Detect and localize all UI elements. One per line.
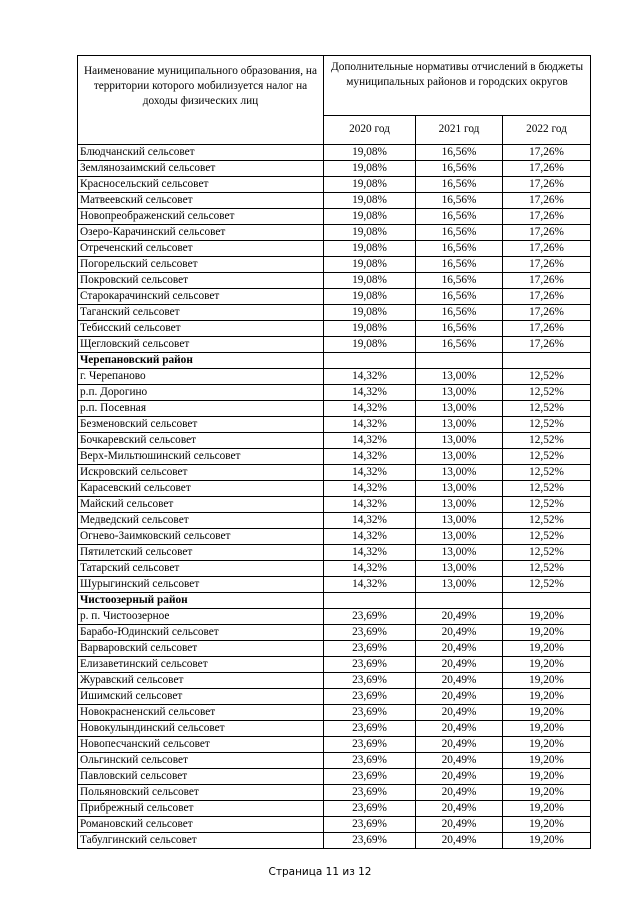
rate-2021: 13,00% xyxy=(416,385,503,401)
table-row xyxy=(78,833,591,849)
rate-2022 xyxy=(503,593,591,609)
table-row xyxy=(78,801,591,817)
table-row xyxy=(78,529,591,545)
rate-2020: 23,69% xyxy=(324,769,416,785)
rate-2021: 16,56% xyxy=(416,193,503,209)
table-row xyxy=(78,273,591,289)
table-row xyxy=(78,465,591,481)
table-row xyxy=(78,753,591,769)
rate-2020: 14,32% xyxy=(324,545,416,561)
rate-2020: 23,69% xyxy=(324,801,416,817)
rate-2021: 20,49% xyxy=(416,609,503,625)
table-row xyxy=(78,385,591,401)
rate-2021: 13,00% xyxy=(416,577,503,593)
rate-2020 xyxy=(324,593,416,609)
rate-2020: 19,08% xyxy=(324,337,416,353)
rate-2020: 14,32% xyxy=(324,465,416,481)
table-row xyxy=(78,721,591,737)
municipality-name: Новокрасненский сельсовет xyxy=(78,705,324,721)
rate-2020: 19,08% xyxy=(324,241,416,257)
rate-2022: 12,52% xyxy=(503,561,591,577)
header-additional-norms: Дополнительные нормативы отчислений в бюджеты муниципальных районов и городских округов xyxy=(324,56,591,116)
municipality-name: Погорельский сельсовет xyxy=(78,257,324,273)
rate-2020: 14,32% xyxy=(324,433,416,449)
rate-2020: 23,69% xyxy=(324,721,416,737)
rate-2020: 23,69% xyxy=(324,657,416,673)
table-row xyxy=(78,641,591,657)
rate-2021: 16,56% xyxy=(416,337,503,353)
rate-2021 xyxy=(416,593,503,609)
rate-2021: 16,56% xyxy=(416,145,503,161)
rate-2022: 19,20% xyxy=(503,673,591,689)
municipality-name: Новокулындинский сельсовет xyxy=(78,721,324,737)
section-row xyxy=(78,593,591,609)
rate-2021: 20,49% xyxy=(416,625,503,641)
rate-2021: 13,00% xyxy=(416,529,503,545)
rate-2020: 23,69% xyxy=(324,641,416,657)
municipality-name: Шурыгинский сельсовет xyxy=(78,577,324,593)
rate-2020: 14,32% xyxy=(324,513,416,529)
rate-2021: 13,00% xyxy=(416,369,503,385)
rate-2020: 19,08% xyxy=(324,209,416,225)
allocation-table xyxy=(77,55,591,849)
table-row xyxy=(78,817,591,833)
rate-2022: 12,52% xyxy=(503,385,591,401)
municipality-name: Барабо-Юдинский сельсовет xyxy=(78,625,324,641)
rate-2021: 13,00% xyxy=(416,545,503,561)
rate-2021: 13,00% xyxy=(416,561,503,577)
rate-2022: 17,26% xyxy=(503,161,591,177)
rate-2022: 19,20% xyxy=(503,753,591,769)
rate-2020: 23,69% xyxy=(324,689,416,705)
rate-2020 xyxy=(324,353,416,369)
rate-2022: 12,52% xyxy=(503,481,591,497)
table-row xyxy=(78,401,591,417)
rate-2021: 20,49% xyxy=(416,753,503,769)
municipality-name: р.п. Посевная xyxy=(78,401,324,417)
table-row xyxy=(78,785,591,801)
municipality-name: Ольгинский сельсовет xyxy=(78,753,324,769)
municipality-name: Верх-Мильтюшинский сельсовет xyxy=(78,449,324,465)
table-row xyxy=(78,625,591,641)
table-row xyxy=(78,225,591,241)
rate-2022: 12,52% xyxy=(503,577,591,593)
rate-2020: 23,69% xyxy=(324,817,416,833)
rate-2020: 14,32% xyxy=(324,577,416,593)
table-row xyxy=(78,513,591,529)
rate-2021: 16,56% xyxy=(416,289,503,305)
rate-2020: 19,08% xyxy=(324,177,416,193)
table-row xyxy=(78,737,591,753)
rate-2022: 19,20% xyxy=(503,833,591,849)
rate-2022: 12,52% xyxy=(503,433,591,449)
rate-2022: 19,20% xyxy=(503,689,591,705)
municipality-name: Матвеевский сельсовет xyxy=(78,193,324,209)
rate-2021: 20,49% xyxy=(416,817,503,833)
rate-2020: 19,08% xyxy=(324,145,416,161)
rate-2020: 23,69% xyxy=(324,737,416,753)
rate-2021: 20,49% xyxy=(416,673,503,689)
rate-2022: 17,26% xyxy=(503,209,591,225)
rate-2022: 17,26% xyxy=(503,177,591,193)
header-year-2020: 2020 год xyxy=(324,115,416,144)
rate-2022: 19,20% xyxy=(503,737,591,753)
rate-2022: 19,20% xyxy=(503,769,591,785)
rate-2020: 23,69% xyxy=(324,833,416,849)
rate-2021: 20,49% xyxy=(416,657,503,673)
municipality-name: Польяновский сельсовет xyxy=(78,785,324,801)
rate-2022: 12,52% xyxy=(503,465,591,481)
rate-2020: 19,08% xyxy=(324,161,416,177)
rate-2020: 23,69% xyxy=(324,673,416,689)
municipality-name: Романовский сельсовет xyxy=(78,817,324,833)
rate-2020: 14,32% xyxy=(324,529,416,545)
rate-2021: 20,49% xyxy=(416,641,503,657)
municipality-name: Огнево-Заимковский сельсовет xyxy=(78,529,324,545)
rate-2021: 20,49% xyxy=(416,721,503,737)
rate-2021: 16,56% xyxy=(416,161,503,177)
municipality-name: Медведский сельсовет xyxy=(78,513,324,529)
rate-2020: 14,32% xyxy=(324,481,416,497)
rate-2022: 19,20% xyxy=(503,785,591,801)
municipality-name: Карасевский сельсовет xyxy=(78,481,324,497)
rate-2022: 12,52% xyxy=(503,449,591,465)
table-row xyxy=(78,369,591,385)
rate-2022: 17,26% xyxy=(503,225,591,241)
rate-2022 xyxy=(503,353,591,369)
rate-2020: 19,08% xyxy=(324,305,416,321)
rate-2022: 17,26% xyxy=(503,337,591,353)
municipality-name: Ишимский сельсовет xyxy=(78,689,324,705)
municipality-name: Озеро-Карачинский сельсовет xyxy=(78,225,324,241)
table-row xyxy=(78,417,591,433)
rate-2022: 12,52% xyxy=(503,417,591,433)
rate-2021: 16,56% xyxy=(416,305,503,321)
rate-2021: 16,56% xyxy=(416,321,503,337)
rate-2021: 13,00% xyxy=(416,433,503,449)
municipality-name: р.п. Дорогино xyxy=(78,385,324,401)
municipality-name: Землянозаимский сельсовет xyxy=(78,161,324,177)
rate-2020: 19,08% xyxy=(324,289,416,305)
rate-2022: 19,20% xyxy=(503,721,591,737)
municipality-name: Пятилетский сельсовет xyxy=(78,545,324,561)
table-row xyxy=(78,241,591,257)
municipality-name: Журавский сельсовет xyxy=(78,673,324,689)
table-row xyxy=(78,673,591,689)
rate-2020: 14,32% xyxy=(324,561,416,577)
header-municipality: Наименование муниципального образования, на территории которого мобилизуется налог на доходы физических лиц xyxy=(78,56,324,145)
rate-2022: 12,52% xyxy=(503,545,591,561)
rate-2021: 20,49% xyxy=(416,689,503,705)
table-row xyxy=(78,177,591,193)
rate-2021: 13,00% xyxy=(416,497,503,513)
rate-2022: 19,20% xyxy=(503,801,591,817)
rate-2022: 12,52% xyxy=(503,529,591,545)
table-row xyxy=(78,561,591,577)
municipality-name: Новопесчанский сельсовет xyxy=(78,737,324,753)
rate-2020: 14,32% xyxy=(324,385,416,401)
rate-2021: 16,56% xyxy=(416,257,503,273)
rate-2021: 13,00% xyxy=(416,401,503,417)
table-row xyxy=(78,321,591,337)
rate-2021 xyxy=(416,353,503,369)
table-row xyxy=(78,545,591,561)
table-row xyxy=(78,657,591,673)
rate-2020: 19,08% xyxy=(324,321,416,337)
section-row xyxy=(78,353,591,369)
rate-2020: 14,32% xyxy=(324,369,416,385)
rate-2020: 14,32% xyxy=(324,449,416,465)
table-row xyxy=(78,193,591,209)
rate-2020: 14,32% xyxy=(324,417,416,433)
rate-2021: 13,00% xyxy=(416,449,503,465)
municipality-name: Татарский сельсовет xyxy=(78,561,324,577)
rate-2021: 16,56% xyxy=(416,241,503,257)
municipality-name: Новопреображенский сельсовет xyxy=(78,209,324,225)
district-heading: Чистоозерный район xyxy=(78,593,324,609)
municipality-name: Красносельский сельсовет xyxy=(78,177,324,193)
rate-2021: 20,49% xyxy=(416,833,503,849)
municipality-name: Блюдчанский сельсовет xyxy=(78,145,324,161)
rate-2021: 13,00% xyxy=(416,417,503,433)
table-row xyxy=(78,209,591,225)
table-row xyxy=(78,289,591,305)
table-row xyxy=(78,433,591,449)
rate-2022: 12,52% xyxy=(503,369,591,385)
rate-2022: 12,52% xyxy=(503,513,591,529)
table-row xyxy=(78,769,591,785)
rate-2021: 13,00% xyxy=(416,465,503,481)
rate-2021: 13,00% xyxy=(416,513,503,529)
rate-2022: 19,20% xyxy=(503,705,591,721)
municipality-name: Отреченский сельсовет xyxy=(78,241,324,257)
rate-2021: 20,49% xyxy=(416,785,503,801)
rate-2022: 19,20% xyxy=(503,641,591,657)
header-year-2022: 2022 год xyxy=(503,115,591,144)
rate-2020: 19,08% xyxy=(324,225,416,241)
table-row xyxy=(78,257,591,273)
municipality-name: г. Черепаново xyxy=(78,369,324,385)
municipality-name: Таганский сельсовет xyxy=(78,305,324,321)
rate-2022: 17,26% xyxy=(503,257,591,273)
table-row xyxy=(78,481,591,497)
rate-2022: 19,20% xyxy=(503,657,591,673)
municipality-name: Елизаветинский сельсовет xyxy=(78,657,324,673)
table-row xyxy=(78,161,591,177)
rate-2021: 20,49% xyxy=(416,769,503,785)
rate-2022: 17,26% xyxy=(503,193,591,209)
table-row xyxy=(78,497,591,513)
municipality-name: р. п. Чистоозерное xyxy=(78,609,324,625)
header-year-2021: 2021 год xyxy=(416,115,503,144)
rate-2021: 16,56% xyxy=(416,177,503,193)
rate-2021: 20,49% xyxy=(416,705,503,721)
rate-2021: 16,56% xyxy=(416,225,503,241)
rate-2020: 19,08% xyxy=(324,193,416,209)
municipality-name: Табулгинский сельсовет xyxy=(78,833,324,849)
municipality-name: Прибрежный сельсовет xyxy=(78,801,324,817)
rate-2022: 19,20% xyxy=(503,625,591,641)
rate-2021: 13,00% xyxy=(416,481,503,497)
municipality-name: Тебисский сельсовет xyxy=(78,321,324,337)
rate-2022: 12,52% xyxy=(503,497,591,513)
rate-2020: 19,08% xyxy=(324,273,416,289)
table-row xyxy=(78,577,591,593)
table-body xyxy=(78,145,591,849)
rate-2020: 14,32% xyxy=(324,401,416,417)
table-row xyxy=(78,305,591,321)
rate-2021: 20,49% xyxy=(416,737,503,753)
rate-2022: 17,26% xyxy=(503,305,591,321)
rate-2022: 17,26% xyxy=(503,145,591,161)
rate-2021: 16,56% xyxy=(416,273,503,289)
table-row xyxy=(78,705,591,721)
municipality-name: Безменовский сельсовет xyxy=(78,417,324,433)
rate-2022: 17,26% xyxy=(503,289,591,305)
rate-2022: 12,52% xyxy=(503,401,591,417)
rate-2021: 16,56% xyxy=(416,209,503,225)
table-row xyxy=(78,689,591,705)
table-row xyxy=(78,337,591,353)
rate-2020: 23,69% xyxy=(324,625,416,641)
rate-2022: 17,26% xyxy=(503,273,591,289)
municipality-name: Варваровский сельсовет xyxy=(78,641,324,657)
rate-2020: 23,69% xyxy=(324,785,416,801)
rate-2020: 19,08% xyxy=(324,257,416,273)
municipality-name: Щегловский сельсовет xyxy=(78,337,324,353)
municipality-name: Старокарачинский сельсовет xyxy=(78,289,324,305)
rate-2020: 23,69% xyxy=(324,753,416,769)
district-heading: Черепановский район xyxy=(78,353,324,369)
municipality-name: Покровский сельсовет xyxy=(78,273,324,289)
table-row xyxy=(78,609,591,625)
municipality-name: Павловский сельсовет xyxy=(78,769,324,785)
municipality-name: Майский сельсовет xyxy=(78,497,324,513)
page-number: Страница 11 из 12 xyxy=(268,866,372,878)
rate-2021: 20,49% xyxy=(416,801,503,817)
rate-2022: 19,20% xyxy=(503,817,591,833)
municipality-name: Искровский сельсовет xyxy=(78,465,324,481)
rate-2020: 14,32% xyxy=(324,497,416,513)
rate-2022: 17,26% xyxy=(503,241,591,257)
rate-2020: 23,69% xyxy=(324,705,416,721)
table-row xyxy=(78,145,591,161)
municipality-name: Бочкаревский сельсовет xyxy=(78,433,324,449)
table-row xyxy=(78,449,591,465)
rate-2020: 23,69% xyxy=(324,609,416,625)
rate-2022: 17,26% xyxy=(503,321,591,337)
rate-2022: 19,20% xyxy=(503,609,591,625)
